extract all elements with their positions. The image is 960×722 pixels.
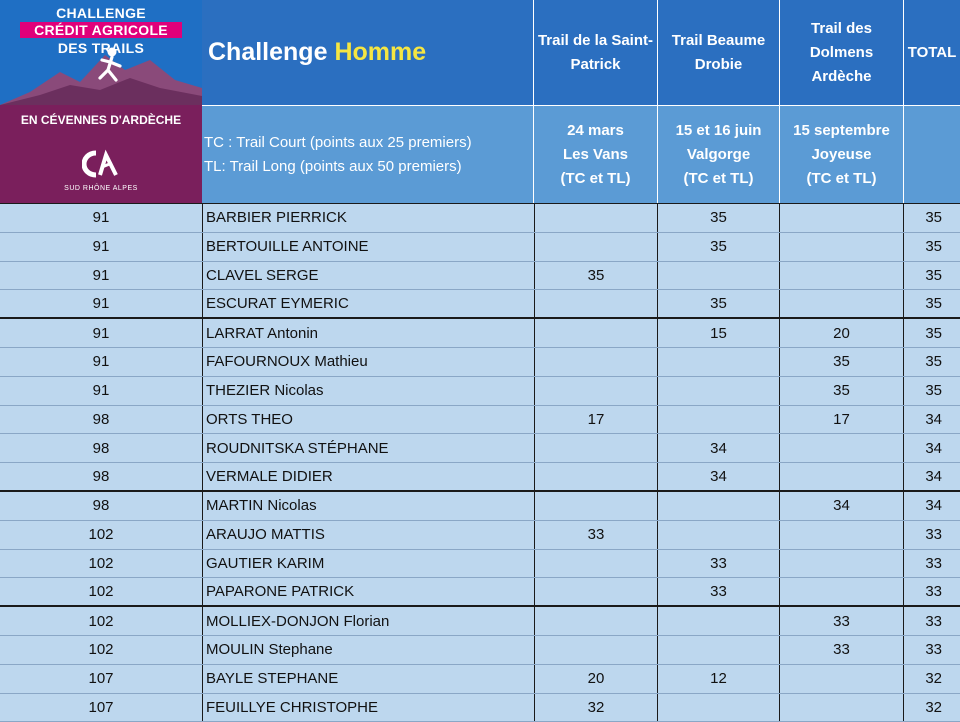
total-points-cell: 34 xyxy=(904,492,960,520)
table-row xyxy=(0,550,960,579)
rank-cell: 107 xyxy=(0,665,203,693)
race-1-date: 24 mars xyxy=(567,122,624,139)
race-3-place: Joyeuse xyxy=(811,146,872,163)
race-2-place: Valgorge xyxy=(686,146,751,163)
rank-cell: 98 xyxy=(0,492,203,520)
logo-bottom-panel xyxy=(0,105,202,204)
race-2-points-cell: 33 xyxy=(658,550,780,578)
total-points-cell: 33 xyxy=(904,636,960,664)
race-2-points-cell: 35 xyxy=(658,204,780,232)
race-2-points-cell xyxy=(658,694,780,722)
name-cell: GAUTIER KARIM xyxy=(203,550,535,578)
race-1-points-cell xyxy=(535,607,658,635)
name-cell: ROUDNITSKA STÉPHANE xyxy=(203,434,535,462)
race-2-points-cell xyxy=(658,636,780,664)
race-date-3 xyxy=(780,105,904,204)
name-cell: LARRAT Antonin xyxy=(203,319,535,347)
race-date-1 xyxy=(534,105,658,204)
race-3-points-cell xyxy=(780,550,904,578)
race-3-points-cell xyxy=(780,204,904,232)
total-points-cell: 35 xyxy=(904,204,960,232)
race-header-1 xyxy=(534,0,658,105)
rank-cell: 91 xyxy=(0,290,203,317)
race-3-points-cell xyxy=(780,290,904,317)
table-row xyxy=(0,204,960,233)
rank-cell: 91 xyxy=(0,262,203,290)
table-row xyxy=(0,463,960,492)
rank-cell: 102 xyxy=(0,550,203,578)
race-1-points-cell xyxy=(535,434,658,462)
race-2-points-cell xyxy=(658,521,780,549)
race-2-points-cell xyxy=(658,607,780,635)
credit-agricole-icon xyxy=(82,149,118,179)
total-header xyxy=(904,0,960,105)
race-1-points-cell: 32 xyxy=(535,694,658,722)
table-row xyxy=(0,665,960,694)
race-3-date: 15 septembre xyxy=(793,122,890,139)
name-cell: BERTOUILLE ANTOINE xyxy=(203,233,535,261)
race-2-points-cell xyxy=(658,406,780,434)
name-cell: FEUILLYE CHRISTOPHE xyxy=(203,694,535,722)
table-row xyxy=(0,434,960,463)
race-3-points-cell xyxy=(780,463,904,490)
race-1-points-cell xyxy=(535,463,658,490)
rank-cell: 98 xyxy=(0,406,203,434)
rank-cell: 107 xyxy=(0,694,203,722)
table-row xyxy=(0,607,960,636)
name-cell: BARBIER PIERRICK xyxy=(203,204,535,232)
table-row xyxy=(0,578,960,607)
rank-cell: 91 xyxy=(0,233,203,261)
legend xyxy=(202,105,534,204)
legend-line-tl: TL: Trail Long (points aux 50 premiers) xyxy=(204,158,462,175)
race-1-name-line1: Trail de la Saint- xyxy=(537,31,654,49)
total-label: TOTAL xyxy=(907,43,957,61)
race-3-points-cell xyxy=(780,694,904,722)
name-cell: FAFOURNOUX Mathieu xyxy=(203,348,535,376)
name-cell: ESCURAT EYMERIC xyxy=(203,290,535,317)
page-title xyxy=(202,0,534,105)
race-3-points-cell: 17 xyxy=(780,406,904,434)
race-2-points-cell: 35 xyxy=(658,290,780,317)
race-1-points-cell xyxy=(535,348,658,376)
race-1-format: (TC et TL) xyxy=(560,170,631,187)
logo-line-challenge: CHALLENGE xyxy=(56,5,146,21)
race-1-points-cell xyxy=(535,319,658,347)
total-points-cell: 35 xyxy=(904,290,960,317)
race-1-points-cell xyxy=(535,204,658,232)
name-cell: BAYLE STEPHANE xyxy=(203,665,535,693)
total-points-cell: 34 xyxy=(904,463,960,490)
race-header-2 xyxy=(658,0,780,105)
rank-cell: 91 xyxy=(0,319,203,347)
table-row xyxy=(0,233,960,262)
rank-cell: 102 xyxy=(0,578,203,605)
ranking-table xyxy=(0,204,960,722)
name-cell: PAPARONE PATRICK xyxy=(203,578,535,605)
race-3-name-line3: Ardèche xyxy=(811,67,872,85)
race-date-2 xyxy=(658,105,780,204)
table-row xyxy=(0,262,960,291)
race-1-points-cell: 33 xyxy=(535,521,658,549)
legend-line-tc: TC : Trail Court (points aux 25 premiers) xyxy=(204,134,472,151)
total-points-cell: 33 xyxy=(904,607,960,635)
table-row xyxy=(0,348,960,377)
race-3-format: (TC et TL) xyxy=(806,170,877,187)
race-2-date: 15 et 16 juin xyxy=(675,122,762,139)
total-points-cell: 34 xyxy=(904,406,960,434)
name-cell: MOULIN Stephane xyxy=(203,636,535,664)
table-row xyxy=(0,636,960,665)
table-row xyxy=(0,319,960,348)
race-2-points-cell xyxy=(658,377,780,405)
race-3-points-cell: 20 xyxy=(780,319,904,347)
logo-sponsor-label: SUD RHÔNE ALPES xyxy=(64,185,138,192)
race-2-points-cell xyxy=(658,262,780,290)
race-3-points-cell: 34 xyxy=(780,492,904,520)
race-1-points-cell xyxy=(535,578,658,605)
race-3-points-cell xyxy=(780,262,904,290)
ranking-header xyxy=(0,0,960,204)
race-1-points-cell xyxy=(535,636,658,664)
logo-top-panel xyxy=(0,0,202,105)
race-3-points-cell xyxy=(780,521,904,549)
logo-line-des-trails: DES TRAILS xyxy=(57,40,145,56)
race-2-points-cell xyxy=(658,348,780,376)
table-row xyxy=(0,694,960,722)
race-3-points-cell xyxy=(780,233,904,261)
challenge-logo xyxy=(0,0,202,204)
race-3-points-cell: 33 xyxy=(780,607,904,635)
rank-cell: 98 xyxy=(0,463,203,490)
race-3-points-cell: 35 xyxy=(780,348,904,376)
race-1-points-cell xyxy=(535,492,658,520)
logo-line-credit-agricole: CRÉDIT AGRICOLE xyxy=(20,22,182,38)
race-3-points-cell xyxy=(780,665,904,693)
name-cell: CLAVEL SERGE xyxy=(203,262,535,290)
race-2-points-cell xyxy=(658,492,780,520)
title-prefix: Challenge xyxy=(208,38,328,66)
table-row xyxy=(0,492,960,521)
name-cell: VERMALE DIDIER xyxy=(203,463,535,490)
race-3-points-cell xyxy=(780,578,904,605)
race-2-name-line2: Drobie xyxy=(694,55,743,73)
race-1-points-cell xyxy=(535,290,658,317)
total-points-cell: 33 xyxy=(904,550,960,578)
race-3-points-cell: 35 xyxy=(780,377,904,405)
total-subheader xyxy=(904,105,960,204)
race-header-3 xyxy=(780,0,904,105)
table-row xyxy=(0,521,960,550)
race-1-points-cell: 20 xyxy=(535,665,658,693)
rank-cell: 91 xyxy=(0,377,203,405)
race-1-points-cell xyxy=(535,233,658,261)
race-1-points-cell xyxy=(535,550,658,578)
total-points-cell: 32 xyxy=(904,665,960,693)
race-1-points-cell xyxy=(535,377,658,405)
race-2-name-line1: Trail Beaume xyxy=(671,31,766,49)
total-points-cell: 35 xyxy=(904,377,960,405)
total-points-cell: 33 xyxy=(904,521,960,549)
name-cell: MOLLIEX-DONJON Florian xyxy=(203,607,535,635)
race-1-name-line2: Patrick xyxy=(570,55,621,73)
table-row xyxy=(0,290,960,319)
total-points-cell: 32 xyxy=(904,694,960,722)
title-accent: Homme xyxy=(334,38,427,66)
rank-cell: 102 xyxy=(0,607,203,635)
total-points-cell: 33 xyxy=(904,578,960,605)
race-2-points-cell: 34 xyxy=(658,434,780,462)
rank-cell: 98 xyxy=(0,434,203,462)
name-cell: ORTS THEO xyxy=(203,406,535,434)
race-2-points-cell: 12 xyxy=(658,665,780,693)
logo-line-cevennes: EN CÉVENNES D'ARDÈCHE xyxy=(20,113,182,127)
name-cell: ARAUJO MATTIS xyxy=(203,521,535,549)
total-points-cell: 34 xyxy=(904,434,960,462)
total-points-cell: 35 xyxy=(904,262,960,290)
race-3-points-cell: 33 xyxy=(780,636,904,664)
race-2-points-cell: 15 xyxy=(658,319,780,347)
race-3-name-line2: Dolmens xyxy=(809,43,874,61)
race-2-points-cell: 35 xyxy=(658,233,780,261)
rank-cell: 102 xyxy=(0,521,203,549)
race-1-points-cell: 35 xyxy=(535,262,658,290)
table-row xyxy=(0,377,960,406)
race-2-points-cell: 33 xyxy=(658,578,780,605)
name-cell: THEZIER Nicolas xyxy=(203,377,535,405)
race-2-points-cell: 34 xyxy=(658,463,780,490)
total-points-cell: 35 xyxy=(904,319,960,347)
race-3-name-line1: Trail des xyxy=(811,19,872,37)
race-1-place: Les Vans xyxy=(562,146,629,163)
rank-cell: 91 xyxy=(0,348,203,376)
table-row xyxy=(0,406,960,435)
total-points-cell: 35 xyxy=(904,233,960,261)
race-2-format: (TC et TL) xyxy=(683,170,754,187)
rank-cell: 102 xyxy=(0,636,203,664)
name-cell: MARTIN Nicolas xyxy=(203,492,535,520)
race-1-points-cell: 17 xyxy=(535,406,658,434)
rank-cell: 91 xyxy=(0,204,203,232)
race-3-points-cell xyxy=(780,434,904,462)
total-points-cell: 35 xyxy=(904,348,960,376)
